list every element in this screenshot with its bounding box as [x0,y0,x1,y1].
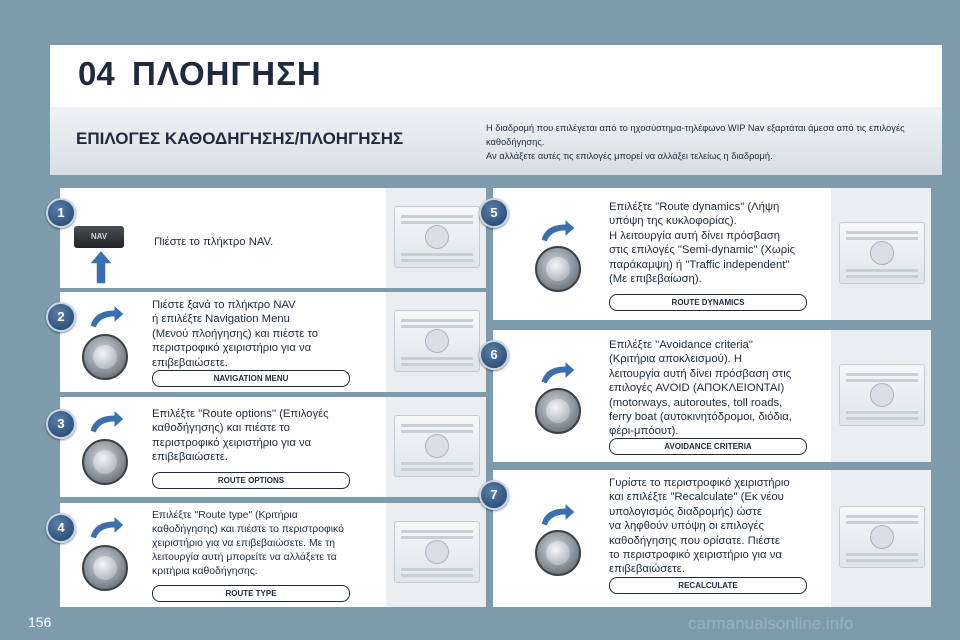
section-title: ΕΠΙΛΟΓΕΣ ΚΑΘΟΔΗΓΗΣΗΣ/ΠΛΟΗΓΗΣΗΣ [76,129,404,148]
rotate-arrow-icon [86,304,126,330]
radio-illustration [831,470,931,607]
menu-label: AVOIDANCE CRITERIA [609,438,807,455]
menu-label: ROUTE DYNAMICS [609,294,807,311]
step-badge: 5 [479,198,509,228]
radio-illustration [386,292,486,392]
step-badge: 3 [46,409,76,439]
rotary-knob-icon [82,334,128,380]
step-text: Επιλέξτε "Route type" (Κριτήρια καθοδήγησης) και πιέστε το περιστροφικό χειριστήριο για να επιβεβαιώσετε. Με τη λειτουργία αυτή μπορείτε να αλλάξετε τα κριτήρια καθοδήγησης. [152,510,344,577]
step-badge: 2 [46,302,76,332]
step-panel-2 [57,292,486,392]
step-panel-5 [490,188,931,320]
rotate-arrow-icon [537,502,577,528]
step-text: Γυρίστε το περιστροφικό χειριστήριο και επιλέξτε "Recalculate" (Εκ νέου υπολογισμός διαδρομής) ώστε να ληφθούν υπόψη οι επιλογές καθοδήγησης που ορίσατε. Πιέστε το περιστροφικό χειριστήριο για να επιβεβαιώσετε. [609,477,790,576]
rotate-arrow-icon [537,218,577,244]
step-text: Πιέστε ξανά το πλήκτρο NAV ή επιλέξτε Navigation Menu (Μενού πλοήγησης) και πιέστε το περιστροφικό χειριστήριο για να επιβεβαιώσετε. [152,299,319,369]
radio-illustration [831,330,931,462]
step-panel-1 [57,188,486,288]
chapter-number: 04 [78,55,115,92]
rotate-arrow-icon [86,515,126,541]
rotary-knob-icon [82,439,128,485]
arrow-up-icon [86,248,116,286]
radio-illustration [386,503,486,607]
rotary-knob-icon [535,388,581,434]
radio-illustration [386,397,486,497]
rotary-knob-icon [535,246,581,292]
rotary-knob-icon [535,530,581,576]
step-panel-3 [57,397,486,497]
chapter-header [50,45,942,107]
step-text: Επιλέξτε "Route options" (Επιλογές καθοδήγησης) και πιέστε το περιστροφικό χειριστήριο για να επιβεβαιώσετε. [152,408,329,464]
step-panel-4 [57,503,486,607]
step-panel-6 [490,330,931,462]
step-badge: 7 [479,480,509,510]
radio-illustration [831,188,931,320]
step-text: Επιλέξτε "Avoidance criteria" (Κριτήρια αποκλεισμού). Η λειτουργία αυτή δίνει πρόσβαση στις επιλογές AVOID (ΑΠΟΚΛΕΙΟΝΤΑΙ) (motorways, autoroutes, toll roads, ferry boat (αυτοκινητόδρομοι, διόδια, φέρι-μπόουτ). [609,339,792,438]
rotate-arrow-icon [537,360,577,386]
nav-key-icon: NAV [74,226,124,248]
menu-label: NAVIGATION MENU [152,370,350,387]
chapter-title: ΠΛΟΗΓΗΣΗ [132,55,322,92]
page-number: 156 [28,614,52,630]
intro-paragraph: Η διαδρομή που επιλέγεται από το ηχοσύστημα-τηλέφωνο WIP Nav εξαρτάται άμεσα από τις επιλογές καθοδήγησης. [486,123,905,147]
menu-label: RECALCULATE [609,577,807,594]
step-badge: 4 [46,513,76,543]
watermark: carmanualsonline.info [688,614,854,633]
radio-illustration [386,188,486,288]
intro-text [486,121,936,163]
menu-label: ROUTE TYPE [152,585,350,602]
menu-label: ROUTE OPTIONS [152,472,350,489]
rotate-arrow-icon [86,409,126,435]
step-text: Πιέστε το πλήκτρο NAV. [154,236,274,248]
section-header [50,107,942,175]
step-badge: 1 [46,198,76,228]
step-text: Επιλέξτε "Route dynamics" (Λήψη υπόψη της κυκλοφορίας). Η λειτουργία αυτή δίνει πρόσβαση στις επιλογές "Semi-dynamic" (Χωρίς παράκαμψη) ή "Traffic independent" (Με επιβεβαίωση). [609,201,796,286]
intro-paragraph: Αν αλλάξετε αυτές τις επιλογές μπορεί να αλλάξει τελείως η διαδρομή. [486,151,773,161]
rotary-knob-icon [82,545,128,591]
step-panel-7 [490,470,931,607]
step-badge: 6 [479,340,509,370]
